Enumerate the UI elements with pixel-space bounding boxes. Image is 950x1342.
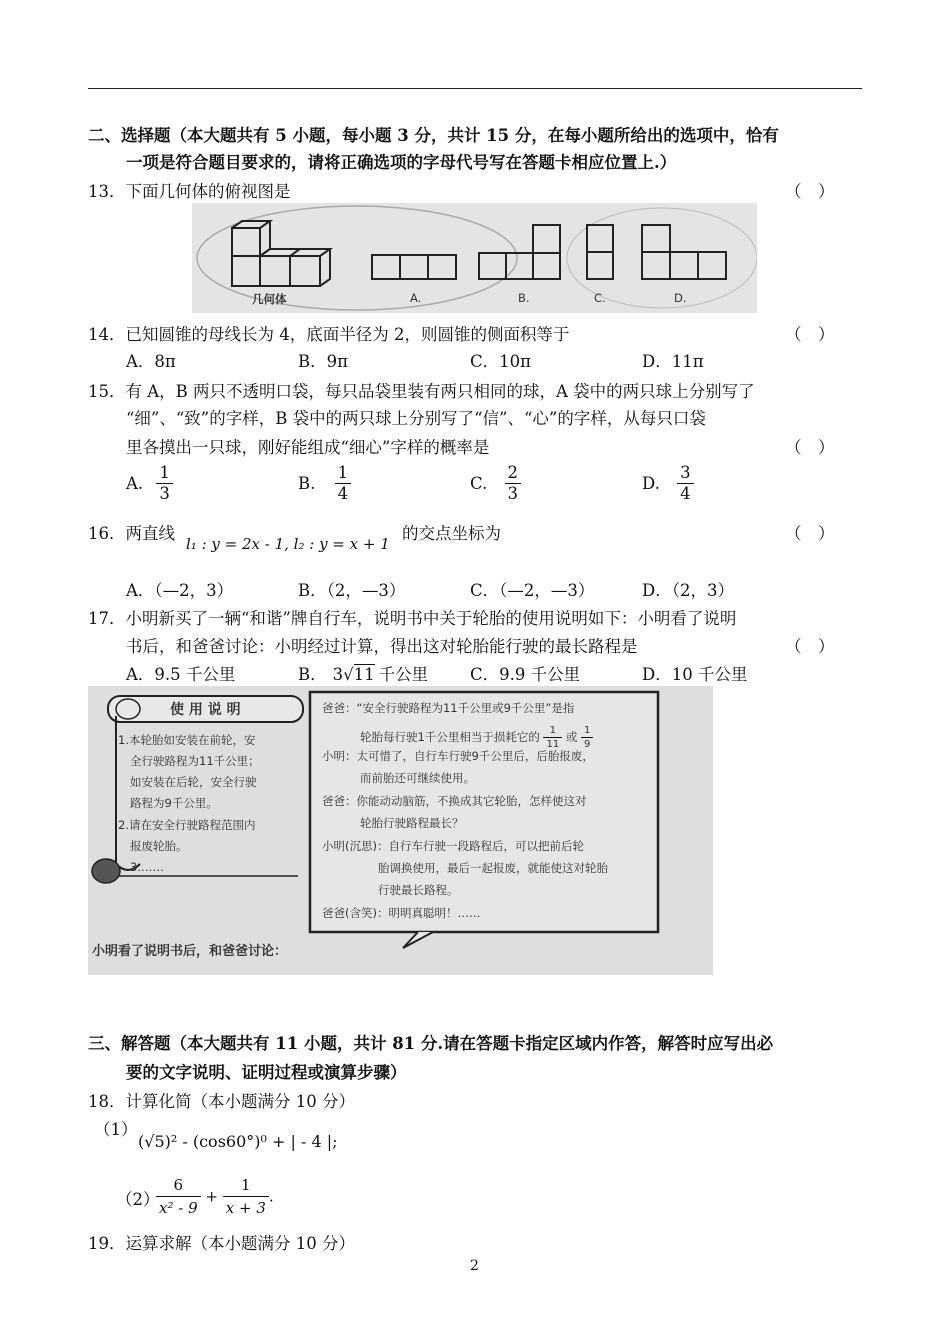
section3-heading-line1: 三、解答题（本大题共有 11 小题，共计 81 分.请在答题卡指定区域内作答，解答时应写出必 — [88, 1034, 774, 1053]
q15-option-b-num: 1 — [337, 463, 349, 482]
fig-label-solid: 几何体 — [252, 292, 287, 306]
q17-line1: 17．小明新买了一辆“和谐”牌自行车，说明书中关于轮胎的使用说明如下：小明看了说明 — [88, 609, 737, 628]
figure-caption: 小明看了说明书后，和爸爸讨论： — [92, 944, 288, 959]
q16-option-d: D．（2，3） — [642, 581, 734, 600]
q15-option-c-num: 2 — [507, 463, 519, 482]
q14-text: 14．已知圆锥的母线长为 4，底面半径为 2，则圆锥的侧面积等于 — [88, 325, 570, 344]
q18-part2-den1: x² - 9 — [156, 1196, 201, 1219]
q17-option-b-coef: 3 — [332, 665, 344, 684]
dialog-line-5: 爸爸：你能动动脑筋，不换成其它轮胎，怎样使这对 — [322, 794, 587, 808]
q17-option-b-unit: 千公里 — [378, 665, 429, 684]
q18-part1-expression: (√5)² - (cos60°)⁰ + | - 4 |; — [138, 1132, 338, 1151]
scroll-line-3: 如安装在后轮，安全行驶 — [130, 775, 257, 789]
q15-option-d-letter: D. — [642, 474, 660, 493]
option-a-shape — [372, 255, 456, 279]
q16-answer-blank: （ ） — [785, 524, 835, 543]
q15-option-d-den: 4 — [677, 483, 694, 504]
section2-heading-line2: 一项是符合题目要求的，请将正确选项的字母代号写在答题卡相应位置上.） — [126, 153, 677, 172]
q15-option-a-den: 3 — [156, 483, 173, 504]
q17-option-b-radicand: 11 — [353, 665, 375, 684]
q15-line2: “细”、“致”的字样，B 袋中的两只球上分别写了“信”、“心”的字样，从每只口袋 — [126, 409, 706, 428]
q18-part2-num1: 6 — [173, 1176, 184, 1194]
q15-line1: 15．有 A，B 两只不透明口袋，每只品袋里装有两只相同的球，A 袋中的两只球上分别写了 — [88, 382, 755, 401]
scroll-line-5: 2.请在安全行驶路程范围内 — [118, 818, 256, 832]
header-rule — [88, 88, 862, 89]
q15-answer-blank: （ ） — [785, 438, 835, 457]
q16-option-a: A．（—2，3） — [126, 581, 234, 600]
dialog-frac-or: 或 — [565, 730, 578, 744]
dialog-line-7: 小明(沉思)：自行车行驶一段路程后，可以把前后轮 — [322, 839, 584, 853]
scroll-line-1: 1.本轮胎如安装在前轮，安 — [118, 733, 256, 747]
q17-option-b-letter: B． — [298, 665, 327, 684]
q15-option-a-letter: A. — [126, 474, 144, 493]
q17-option-c: C．9.9 千公里 — [470, 665, 581, 684]
fig-label-b: B. — [518, 291, 530, 305]
q15-option-c-letter: C. — [470, 474, 488, 493]
q13-text: 13．下面几何体的俯视图是 — [88, 182, 291, 201]
dialog-line-2-text: 轮胎每行驶1千公里相当于损耗它的 — [360, 730, 540, 744]
q15-option-d-num: 3 — [680, 463, 691, 482]
q15-option-c-den: 3 — [505, 483, 522, 504]
q17-figure — [88, 686, 713, 975]
section2-heading-line1: 二、选择题（本大题共有 5 小题，每小题 3 分，共计 15 分，在每小题所给出的选项中，恰有 — [88, 126, 779, 145]
q15-option-b-den: 4 — [335, 483, 352, 504]
fig-label-c: C. — [594, 291, 606, 305]
q18-title: 18．计算化简（本小题满分 10 分） — [88, 1092, 355, 1111]
q16-prefix: 16．两直线 — [88, 524, 175, 543]
q18-part2-num2: 1 — [241, 1176, 251, 1194]
scroll-line-2: 全行驶路程为11千公里； — [130, 754, 260, 768]
option-c-shape — [587, 225, 613, 279]
q14-option-b: B．9π — [298, 352, 348, 371]
q17-answer-blank: （ ） — [785, 637, 835, 656]
scroll-line-6: 报废轮胎。 — [130, 839, 188, 853]
option-d-shape — [642, 225, 726, 279]
q15-option-a — [126, 463, 173, 504]
dialog-line-1: 爸爸：“安全行驶路程为11千公里或9千公里”是指 — [322, 701, 575, 715]
q15-option-b-letter: B. — [298, 474, 316, 493]
q17-option-d: D．10 千公里 — [642, 665, 748, 684]
dialog-line-2 — [360, 724, 593, 751]
dialog-line-8: 胎调换使用，最后一起报废，就能使这对轮胎 — [378, 861, 608, 875]
dialog-frac2-num: 1 — [584, 725, 591, 736]
q14-answer-blank: （ ） — [785, 325, 835, 344]
q16-option-c: C．（—2，—3） — [470, 581, 595, 600]
fig-label-d: D. — [674, 291, 687, 305]
q18-part2-end: . — [268, 1187, 274, 1206]
q16-formula: l₁ : y = 2x - 1, l₂ : y = x + 1 — [186, 535, 390, 553]
scroll-title: 使 用 说 明 — [170, 702, 241, 718]
q18-part1-label: （1） — [94, 1120, 138, 1139]
q15-line3: 里各摸出一只球，刚好能组成“细心”字样的概率是 — [126, 438, 490, 457]
q18-part2-den2: x + 3 — [223, 1196, 269, 1219]
q13-figure — [192, 203, 757, 313]
page-number: 2 — [470, 1258, 479, 1274]
q18-part2-plus: + — [205, 1187, 218, 1206]
q16-suffix: 的交点坐标为 — [402, 524, 501, 543]
q14-option-a: A．8π — [126, 352, 176, 371]
dialog-frac1-den: 11 — [543, 737, 562, 751]
section3-heading-line2: 要的文字说明、证明过程或演算步骤） — [126, 1063, 407, 1082]
q13-answer-blank: （ ） — [785, 182, 835, 201]
q18-part2-expression — [156, 1174, 274, 1219]
q16-option-b: B．（2，—3） — [298, 581, 406, 600]
fig-label-a: A. — [410, 291, 422, 305]
scroll-line-4: 路程为9千公里。 — [130, 796, 218, 810]
dialog-line-4: 而前胎还可继续使用。 — [360, 771, 475, 785]
sqrt-icon: √ — [343, 665, 354, 684]
q18-part2-label: （2） — [116, 1190, 160, 1209]
dialog-frac1-num: 1 — [549, 725, 557, 736]
q15-option-d — [642, 463, 694, 504]
q17-line2: 书后，和爸爸讨论：小明经过计算，得出这对轮胎能行驶的最长路程是 — [126, 637, 638, 656]
dialog-line-9: 行驶最长路程。 — [378, 883, 459, 897]
scroll-line-7: 3.…… — [130, 860, 164, 874]
dialog-line-6: 轮胎行驶路程最长？ — [360, 816, 464, 830]
dialog-frac2-den: 9 — [581, 737, 593, 751]
q17-option-a: A．9.5 千公里 — [126, 665, 236, 684]
dialog-line-10: 爸爸(含笑)：明明真聪明！…… — [322, 906, 481, 920]
option-b-shape — [479, 225, 560, 279]
q14-option-c: C．10π — [470, 352, 531, 371]
q17-option-b — [298, 661, 428, 685]
q15-option-b — [298, 463, 351, 504]
q15-option-a-num: 1 — [159, 463, 170, 482]
solid-shape — [232, 221, 330, 286]
q19-title: 19．运算求解（本小题满分 10 分） — [88, 1234, 355, 1253]
q15-option-c — [470, 463, 521, 504]
q14-option-d: D．11π — [642, 352, 704, 371]
dialog-line-3: 小明：太可惜了，自行车行驶9千公里后，后胎报废， — [322, 749, 594, 763]
